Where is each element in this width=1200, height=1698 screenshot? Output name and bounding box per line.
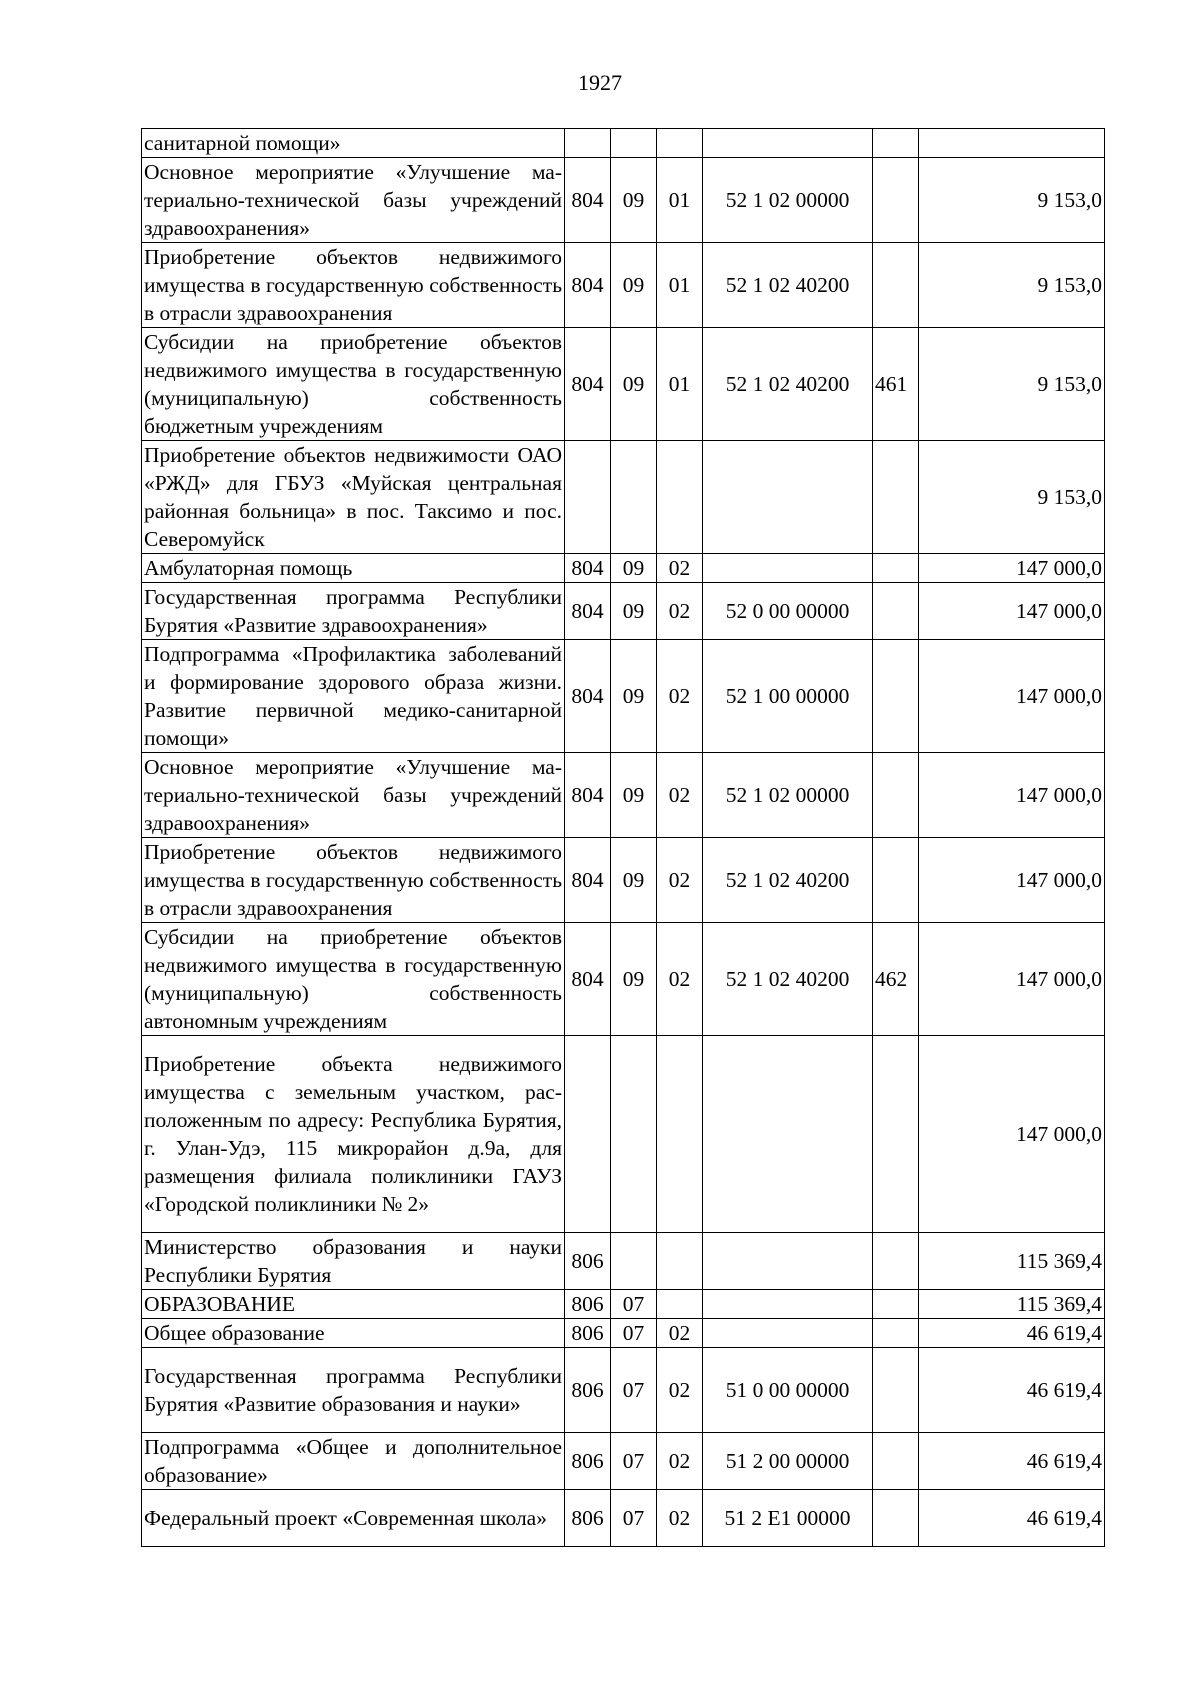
- expense-type-cell: [873, 1433, 919, 1490]
- section-code-cell: 09: [611, 640, 657, 753]
- ministry-code-cell: 804: [565, 328, 611, 441]
- section-code-cell: 09: [611, 328, 657, 441]
- target-article-cell: [703, 1036, 873, 1233]
- section-code-cell: 07: [611, 1348, 657, 1433]
- subsection-code-cell: 01: [657, 243, 703, 328]
- table-row: [142, 1290, 1105, 1319]
- expense-type-cell: [873, 158, 919, 243]
- ministry-code-cell: 804: [565, 923, 611, 1036]
- section-code-cell: 09: [611, 583, 657, 640]
- subsection-code-cell: 02: [657, 923, 703, 1036]
- expense-type-cell: [873, 583, 919, 640]
- row-name-cell: Подпрограмма «Профилактика заболеваний и формирование здорового образа жизни. Развитие первичной медико-санитарной помощи»: [142, 640, 565, 753]
- table-row: [142, 1490, 1105, 1547]
- ministry-code-cell: 806: [565, 1319, 611, 1348]
- target-article-cell: 51 2 E1 00000: [703, 1490, 873, 1547]
- table-row: [142, 1433, 1105, 1490]
- expense-type-cell: [873, 129, 919, 158]
- table-row: [142, 640, 1105, 753]
- subsection-code-cell: 02: [657, 554, 703, 583]
- target-article-cell: 52 1 00 00000: [703, 640, 873, 753]
- sum-cell: 46 619,4: [919, 1348, 1105, 1433]
- sum-cell: 9 153,0: [919, 328, 1105, 441]
- table-row: [142, 1319, 1105, 1348]
- ministry-code-cell: 804: [565, 640, 611, 753]
- table-row: [142, 328, 1105, 441]
- subsection-code-cell: [657, 441, 703, 554]
- section-code-cell: [611, 1233, 657, 1290]
- row-name-cell: Субсидии на приобретение объектов недвижимого имущества в государственную (муниципальную) собственность автономным учреждениям: [142, 923, 565, 1036]
- page-number: 1927: [578, 70, 622, 95]
- ministry-code-cell: [565, 441, 611, 554]
- target-article-cell: 52 1 02 00000: [703, 158, 873, 243]
- ministry-code-cell: 806: [565, 1290, 611, 1319]
- sum-cell: 9 153,0: [919, 441, 1105, 554]
- expense-type-cell: [873, 1036, 919, 1233]
- sum-cell: 46 619,4: [919, 1319, 1105, 1348]
- target-article-cell: 52 1 02 40200: [703, 328, 873, 441]
- section-code-cell: 07: [611, 1433, 657, 1490]
- expense-type-cell: [873, 640, 919, 753]
- table-row: [142, 158, 1105, 243]
- ministry-code-cell: [565, 129, 611, 158]
- table-row: [142, 441, 1105, 554]
- expense-type-cell: 461: [873, 328, 919, 441]
- expense-type-cell: [873, 1319, 919, 1348]
- ministry-code-cell: 806: [565, 1233, 611, 1290]
- target-article-cell: [703, 129, 873, 158]
- row-name-cell: Приобретение объектов недвижимости ОАО «РЖД» для ГБУЗ «Муйская центральная районная больница» в пос. Таксимо и пос. Северомуйск: [142, 441, 565, 554]
- row-name-cell: Общее образование: [142, 1319, 565, 1348]
- sum-cell: 147 000,0: [919, 554, 1105, 583]
- budget-table: [141, 128, 1105, 1547]
- sum-cell: 147 000,0: [919, 923, 1105, 1036]
- target-article-cell: [703, 1290, 873, 1319]
- section-code-cell: 07: [611, 1290, 657, 1319]
- table-row: [142, 1036, 1105, 1233]
- sum-cell: 115 369,4: [919, 1290, 1105, 1319]
- expense-type-cell: [873, 554, 919, 583]
- table-row: [142, 838, 1105, 923]
- row-name-cell: Приобретение объектов недвижимого имущества в государственную собственность в отрасли здравоохранения: [142, 838, 565, 923]
- sum-cell: 147 000,0: [919, 1036, 1105, 1233]
- subsection-code-cell: [657, 1233, 703, 1290]
- section-code-cell: 09: [611, 158, 657, 243]
- section-code-cell: [611, 1036, 657, 1233]
- subsection-code-cell: 02: [657, 1433, 703, 1490]
- target-article-cell: [703, 441, 873, 554]
- sum-cell: 147 000,0: [919, 838, 1105, 923]
- target-article-cell: [703, 554, 873, 583]
- table-row: [142, 1233, 1105, 1290]
- target-article-cell: 51 0 00 00000: [703, 1348, 873, 1433]
- ministry-code-cell: [565, 1036, 611, 1233]
- row-name-cell: Подпрограмма «Общее и дополнительное образование»: [142, 1433, 565, 1490]
- table-body: [142, 129, 1105, 1547]
- ministry-code-cell: 804: [565, 753, 611, 838]
- subsection-code-cell: 02: [657, 838, 703, 923]
- subsection-code-cell: [657, 1036, 703, 1233]
- expense-type-cell: [873, 1490, 919, 1547]
- section-code-cell: 07: [611, 1319, 657, 1348]
- row-name-cell: Субсидии на приобретение объектов недвижимого имущества в государственную (муниципальную) собственность бюджетным учреждениям: [142, 328, 565, 441]
- section-code-cell: [611, 129, 657, 158]
- target-article-cell: 52 0 00 00000: [703, 583, 873, 640]
- table-row: [142, 243, 1105, 328]
- section-code-cell: 09: [611, 838, 657, 923]
- table-row: [142, 753, 1105, 838]
- sum-cell: 9 153,0: [919, 243, 1105, 328]
- sum-cell: 115 369,4: [919, 1233, 1105, 1290]
- subsection-code-cell: 02: [657, 753, 703, 838]
- ministry-code-cell: 804: [565, 554, 611, 583]
- table-row: [142, 1348, 1105, 1433]
- expense-type-cell: [873, 1290, 919, 1319]
- section-code-cell: [611, 441, 657, 554]
- target-article-cell: [703, 1319, 873, 1348]
- subsection-code-cell: [657, 1290, 703, 1319]
- subsection-code-cell: 02: [657, 640, 703, 753]
- section-code-cell: 09: [611, 243, 657, 328]
- target-article-cell: 52 1 02 40200: [703, 923, 873, 1036]
- section-code-cell: 07: [611, 1490, 657, 1547]
- section-code-cell: 09: [611, 753, 657, 838]
- subsection-code-cell: [657, 129, 703, 158]
- target-article-cell: [703, 1233, 873, 1290]
- table-row: [142, 129, 1105, 158]
- subsection-code-cell: 01: [657, 328, 703, 441]
- ministry-code-cell: 806: [565, 1433, 611, 1490]
- row-name-cell: Государственная программа Республики Бурятия «Развитие здравоохранения»: [142, 583, 565, 640]
- sum-cell: 9 153,0: [919, 158, 1105, 243]
- sum-cell: 46 619,4: [919, 1490, 1105, 1547]
- target-article-cell: 52 1 02 00000: [703, 753, 873, 838]
- ministry-code-cell: 806: [565, 1348, 611, 1433]
- ministry-code-cell: 804: [565, 158, 611, 243]
- expense-type-cell: [873, 1348, 919, 1433]
- ministry-code-cell: 804: [565, 583, 611, 640]
- expense-type-cell: [873, 1233, 919, 1290]
- expense-type-cell: [873, 838, 919, 923]
- sum-cell: 147 000,0: [919, 640, 1105, 753]
- table-row: [142, 923, 1105, 1036]
- ministry-code-cell: 806: [565, 1490, 611, 1547]
- sum-cell: 46 619,4: [919, 1433, 1105, 1490]
- row-name-cell: Государственная программа Республики Бурятия «Развитие образования и науки»: [142, 1348, 565, 1433]
- subsection-code-cell: 02: [657, 1319, 703, 1348]
- sum-cell: 147 000,0: [919, 753, 1105, 838]
- target-article-cell: 52 1 02 40200: [703, 838, 873, 923]
- sum-cell: [919, 129, 1105, 158]
- subsection-code-cell: 02: [657, 1490, 703, 1547]
- table-row: [142, 583, 1105, 640]
- row-name-cell: Федеральный проект «Современная школа»: [142, 1490, 565, 1547]
- target-article-cell: 52 1 02 40200: [703, 243, 873, 328]
- row-name-cell: Министерство образования и науки Республики Бурятия: [142, 1233, 565, 1290]
- row-name-cell: Основное мероприятие «Улучшение материально-технической базы учреждений здравоохранения»: [142, 158, 565, 243]
- ministry-code-cell: 804: [565, 243, 611, 328]
- row-name-cell: Приобретение объектов недвижимого имущества в государственную собственность в отрасли здравоохранения: [142, 243, 565, 328]
- subsection-code-cell: 02: [657, 1348, 703, 1433]
- target-article-cell: 51 2 00 00000: [703, 1433, 873, 1490]
- section-code-cell: 09: [611, 923, 657, 1036]
- expense-type-cell: [873, 441, 919, 554]
- row-name-cell: санитарной помощи»: [142, 129, 565, 158]
- row-name-cell: Приобретение объекта недвижимого имущества с земельным участком, расположенным по адресу: Республика Бурятия, г. Улан-Удэ, 115 микрорайон д.9а, для размещения филиала поликлиники ГАУЗ «Городской поликлиники № 2»: [142, 1036, 565, 1233]
- row-name-cell: Амбулаторная помощь: [142, 554, 565, 583]
- table-row: [142, 554, 1105, 583]
- expense-type-cell: [873, 243, 919, 328]
- row-name-cell: ОБРАЗОВАНИЕ: [142, 1290, 565, 1319]
- row-name-cell: Основное мероприятие «Улучшение материально-технической базы учреждений здравоохранения»: [142, 753, 565, 838]
- expense-type-cell: [873, 753, 919, 838]
- section-code-cell: 09: [611, 554, 657, 583]
- expense-type-cell: 462: [873, 923, 919, 1036]
- subsection-code-cell: 01: [657, 158, 703, 243]
- ministry-code-cell: 804: [565, 838, 611, 923]
- subsection-code-cell: 02: [657, 583, 703, 640]
- sum-cell: 147 000,0: [919, 583, 1105, 640]
